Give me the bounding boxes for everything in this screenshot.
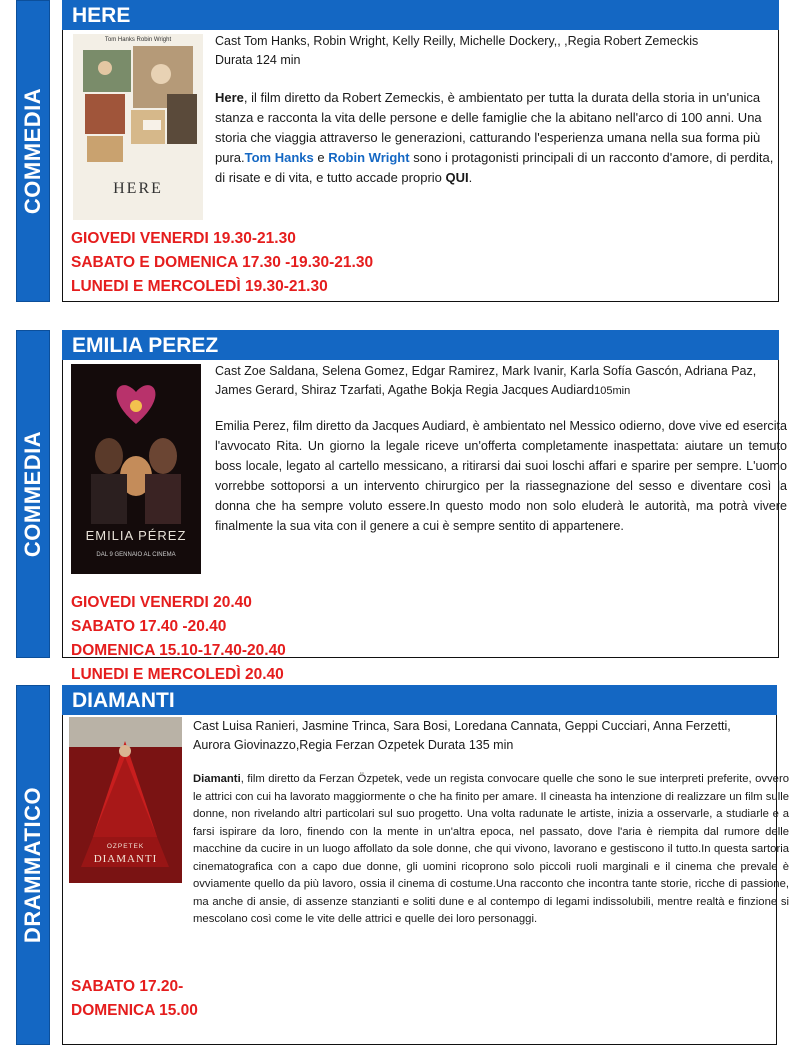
plot-text: Here, il film diretto da Robert Zemeckis, è ambientato per tutta la durata della storia in un'unica stanza e racconta la vita delle persone e delle famiglie che la abitano nell'arco di 100 anni. Una storia che viaggia attraverso le generazioni, catturando l'esperienza umana nella sua forma più pura.Tom Hanks e Robin Wright sono i protagonisti principali di un racconto d'amore, di perdita, di risate e di vita, e tutto accade proprio QUI.: [215, 90, 774, 185]
showtime-line: LUNEDI E MERCOLEDÌ 20.40: [71, 666, 284, 683]
poster-image: [73, 34, 203, 220]
duration-text: Durata 124 min: [215, 53, 301, 67]
genre-sidebar: [16, 685, 50, 1045]
duration-text: 105min: [594, 385, 631, 397]
plot-text: Emilia Perez, film diretto da Jacques Audiard, è ambientato nel Messico odierno, dove vive ed esercita l'avvocato Rita. Un giorno la legale riceve un'offerta completamente inaspettata: aiutare un temuto boss locale, legato al cartello messicano, a ritirarsi dai suoi loschi affari e sparire per sempre. L'uomo vorrebbe sottoporsi a un intervento chirurgico per la riassegnazione del sesso e diventare così la donna che ha sempre voluto essere.In questo modo non solo eluderà le autorità, ma potrà vivere finalmente la sua vita con il genere a cui è sempre sentito di appartenere.: [215, 419, 787, 533]
showtime-line: SABATO E DOMENICA 17.30 -19.30-21.30: [71, 254, 374, 271]
poster-image: [69, 717, 182, 883]
showtimes: [71, 591, 286, 687]
showtime-line: GIOVEDI VENERDI 20.40: [71, 594, 252, 611]
film-info-box: [62, 30, 779, 302]
showtime-line: GIOVEDI VENERDI 19.30-21.30: [71, 230, 296, 247]
genre-sidebar: [16, 0, 50, 302]
film-card-emilia-perez: [16, 330, 787, 683]
showtime-line: SABATO 17.20-: [71, 978, 184, 995]
poster-title: HERE: [113, 180, 163, 197]
genre-label: COMMEDIA: [20, 430, 45, 558]
showtime-line: SABATO 17.40 -20.40: [71, 618, 227, 635]
genre-sidebar: [16, 330, 50, 658]
showtimes: [71, 227, 373, 299]
poster-title: EMILIA PÉREZ: [85, 528, 187, 543]
cast-text: Cast Luisa Ranieri, Jasmine Trinca, Sara Bosi, Loredana Cannata, Geppi Cucciari, Anna Ferzetti, Aurora Giovinazzo,Regia Ferzan Ozpetek Durata 135 min: [193, 719, 731, 752]
film-card-diamanti: [16, 685, 789, 1045]
showtime-line: DOMENICA 15.00: [71, 1002, 198, 1019]
showtime-line: LUNEDI E MERCOLEDÌ 19.30-21.30: [71, 278, 328, 295]
poster-release: DAL 9 GENNAIO AL CINEMA: [96, 552, 176, 558]
genre-label: COMMEDIA: [20, 87, 45, 215]
plot-text: Diamanti, film diretto da Ferzan Özpetek, vede un regista convocare quelle che sono le sue interpreti preferite, ovvero le attrici con cui ha lavorato maggiormente o che ha finito per amare. Il cineasta ha intenzione di realizzare un film sulle donne, non rivelando altri particolari sul suo progetto. Una volta radunate le artiste, inizia a osservarle, a studiarle e a farsi ispirare da loro, finendo con la mente in un'altra epoca, nel passato, dove l'aria è riempita dal rumore delle macchine da cucire in un luogo affollato da sole donne, che qui vivono, lavorano e gestiscono il tutto.In questa sartoria cinematografica con a capo due donne, gli uomini ricoprono solo piccoli ruoli marginali e il cinema che prevale è ovviamente quello da più lavoro, ossia il cinema di costume.Una racconto che incontra tante storie, ricche di passione, ma anche di ansie, di assenze stanzianti e soliti dune e al contempo di legami indissolubili, mentre realtà e finzione si mescolano così come le vite delle attrici e quelle dei loro personaggi.: [193, 773, 789, 925]
film-info-box: [62, 360, 787, 683]
cast-text: Cast Tom Hanks, Robin Wright, Kelly Reilly, Michelle Dockery,, ,Regia Robert Zemeckis Durata 124 min: [215, 32, 775, 70]
cast-text: Cast Zoe Saldana, Selena Gomez, Edgar Ramirez, Mark Ivanir, Karla Sofía Gascón, Adriana Paz, James Gerard, Shiraz Tzarfati, Agathe Bokja Regia Jacques Audiard105min: [215, 364, 757, 397]
genre-label: DRAMMATICO: [20, 786, 45, 944]
film-title: EMILIA PEREZ: [62, 330, 779, 360]
poster-credits: Tom Hanks Robin Wright: [104, 37, 172, 43]
film-title: DIAMANTI: [62, 685, 777, 715]
showtime-line: DOMENICA 15.10-17.40-20.40: [71, 642, 286, 659]
film-title: HERE: [62, 0, 779, 30]
film-info-box: [62, 715, 789, 1045]
showtimes: [71, 975, 198, 1023]
film-card-here: [16, 0, 779, 302]
poster-title: DIAMANTI: [93, 853, 158, 865]
poster-director: OZPETEK: [106, 843, 145, 850]
poster-image: [71, 364, 201, 574]
